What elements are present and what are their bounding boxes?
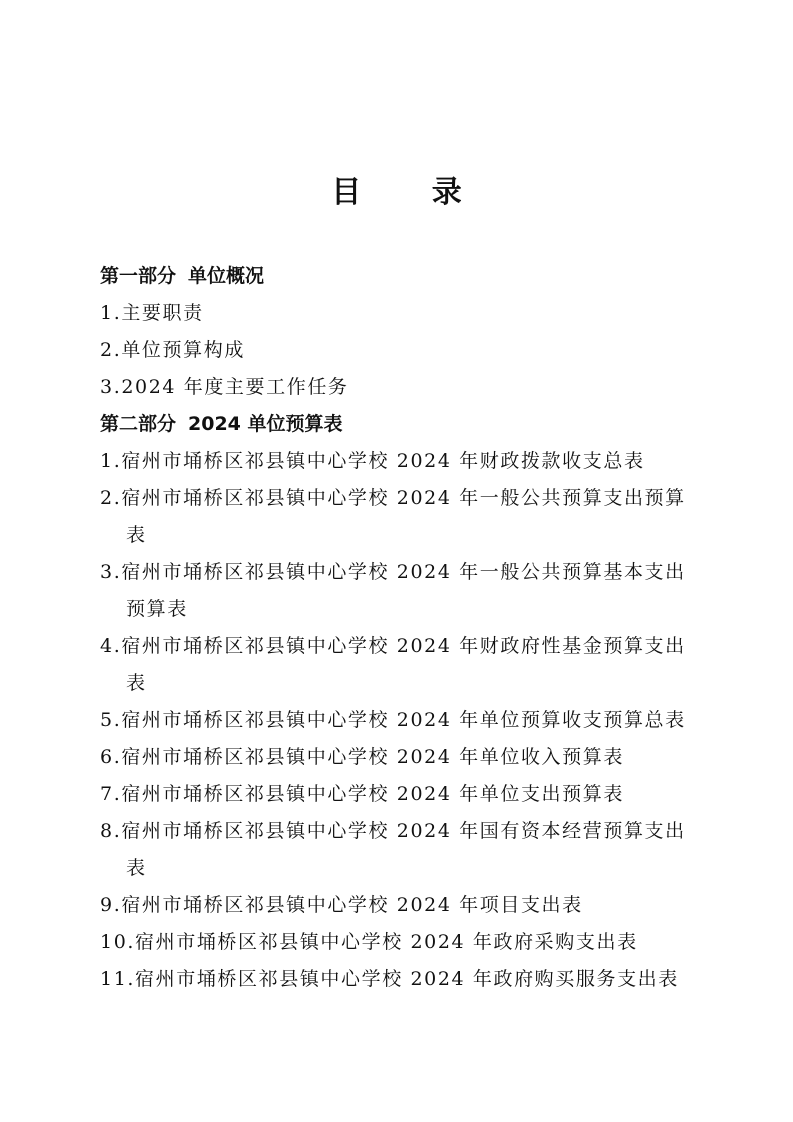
section-heading-part-two [100, 406, 700, 443]
toc-item-text: 宿州市埇桥区祁县镇中心学校 2024 年项目支出表 [121, 894, 583, 916]
section-part-label: 第一部分 [100, 265, 177, 287]
toc-item [100, 554, 700, 628]
toc-item-text: 宿州市埇桥区祁县镇中心学校 2024 年财政府性基金预算支出表 [121, 635, 686, 694]
toc-item [100, 961, 700, 998]
toc-item-number: 2. [100, 487, 122, 509]
section-name: 2024 单位预算表 [188, 413, 343, 435]
table-of-contents [100, 258, 700, 998]
toc-item [100, 739, 700, 776]
toc-item-number: 11. [100, 968, 136, 990]
toc-item-text: 宿州市埇桥区祁县镇中心学校 2024 年单位支出预算表 [121, 783, 624, 805]
section-heading-part-one [100, 258, 700, 295]
toc-item-number: 5. [100, 709, 122, 731]
toc-item [100, 887, 700, 924]
section-part-label: 第二部分 [100, 413, 177, 435]
toc-item-number: 3. [100, 561, 122, 583]
section-name: 单位概况 [188, 265, 265, 287]
toc-item [100, 480, 700, 554]
toc-item-number: 2. [100, 339, 122, 361]
toc-item-text: 2024 年度主要工作任务 [121, 376, 349, 398]
toc-item-text: 宿州市埇桥区祁县镇中心学校 2024 年财政拨款收支总表 [121, 450, 645, 472]
toc-item [100, 443, 700, 480]
toc-item-number: 9. [100, 894, 122, 916]
toc-item-text: 宿州市埇桥区祁县镇中心学校 2024 年政府购买服务支出表 [135, 968, 679, 990]
toc-item [100, 295, 700, 332]
toc-item-number: 8. [100, 820, 122, 842]
toc-item [100, 628, 700, 702]
toc-item [100, 924, 700, 961]
toc-item-number: 4. [100, 635, 122, 657]
toc-item [100, 702, 700, 739]
toc-item [100, 369, 700, 406]
toc-item-text: 宿州市埇桥区祁县镇中心学校 2024 年单位预算收支预算总表 [121, 709, 686, 731]
toc-item-text: 宿州市埇桥区祁县镇中心学校 2024 年一般公共预算支出预算表 [121, 487, 686, 546]
toc-item-number: 10. [100, 931, 136, 953]
toc-item-number: 3. [100, 376, 122, 398]
toc-item-text: 单位预算构成 [121, 339, 245, 361]
page-title: 目 录 [331, 175, 492, 210]
toc-item-number: 1. [100, 302, 122, 324]
toc-item-text: 宿州市埇桥区祁县镇中心学校 2024 年一般公共预算基本支出预算表 [121, 561, 686, 620]
toc-item-text: 主要职责 [121, 302, 204, 324]
toc-item-text: 宿州市埇桥区祁县镇中心学校 2024 年国有资本经营预算支出表 [121, 820, 686, 879]
toc-item [100, 332, 700, 369]
toc-item [100, 813, 700, 887]
toc-item [100, 776, 700, 813]
toc-item-number: 6. [100, 746, 122, 768]
toc-item-number: 7. [100, 783, 122, 805]
toc-item-text: 宿州市埇桥区祁县镇中心学校 2024 年政府采购支出表 [135, 931, 638, 953]
toc-item-text: 宿州市埇桥区祁县镇中心学校 2024 年单位收入预算表 [121, 746, 624, 768]
toc-item-number: 1. [100, 450, 122, 472]
